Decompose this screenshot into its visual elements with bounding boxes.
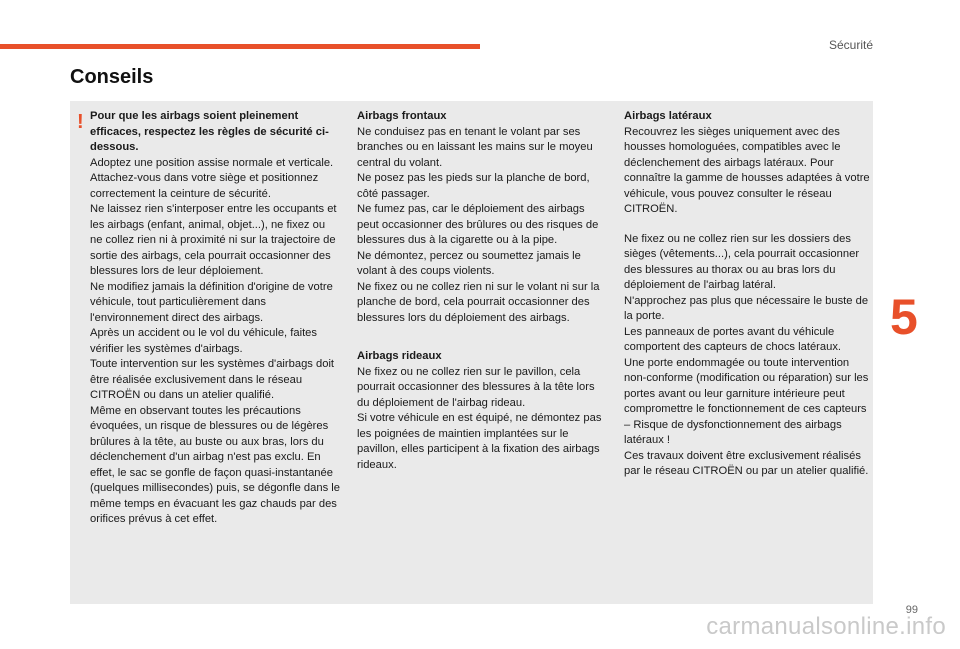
page-title: Conseils — [70, 66, 154, 88]
lateral-body-1: Recouvrez les sièges uniquement avec des housses homologuées, compatibles avec le déclenchement des airbags latéraux. Pour connaître la gamme de housses adaptées à votre véhicule, vous pouvez consulter le réseau CITROËN. — [624, 125, 870, 215]
curtain-heading: Airbags rideaux — [357, 350, 442, 362]
frontal-heading: Airbags frontaux — [357, 110, 447, 122]
warning-column — [90, 109, 340, 528]
lateral-column — [624, 109, 872, 480]
header-accent-bar — [0, 44, 480, 49]
warning-icon: ! — [77, 111, 84, 133]
frontal-body: Ne conduisez pas en tenant le volant par ses branches ou en laissant les mains sur le moyeu central du volant. Ne posez pas les pieds sur la planche de bord, côté passager. Ne fumez pas, car le déploiement des airbags peut occasionner des brûlures ou des risques de blessures dus à la cigarette ou à la pipe. Ne démontez, percez ou soumettez jamais le volant à des coups violents. Ne fixez ou ne collez rien ni sur le volant ni sur la planche de bord, cela pourrait occasionner des blessures lors du déploiement des airbags. — [357, 125, 600, 324]
watermark: carmanualsonline.info — [706, 613, 946, 640]
warning-intro: Pour que les airbags soient pleinement efficaces, respectez les règles de sécurité ci-dessous. — [90, 110, 329, 153]
lateral-body-2: Ne fixez ou ne collez rien sur les dossiers des sièges (vêtements...), cela pourrait occasionner des blessures au thorax ou au bras lors du déploiement de l'airbag latéral. N'approchez pas plus que nécessaire le buste de la porte. Les panneaux de portes avant du véhicule comportent des capteurs de chocs latéraux. Une porte endommagée ou toute intervention non-conforme (modification ou réparation) sur les portes avant ou leur garniture intérieure peut compromettre le fonctionnement de ces capteurs – Risque de dysfonctionnement des airbags latéraux ! Ces travaux doivent être exclusivement réalisés par le réseau CITROËN ou par un atelier qualifié. — [624, 232, 869, 477]
curtain-body: Ne fixez ou ne collez rien sur le pavillon, cela pourrait occasionner des blessures à la tête lors du déploiement de l'airbag rideau. Si votre véhicule en est équipé, ne démontez pas les poignées de maintien implantées sur le pavillon, elles participent à la fixation des airbags rideaux. — [357, 365, 602, 471]
warning-body: Adoptez une position assise normale et verticale. Attachez-vous dans votre siège et positionnez correctement la ceinture de sécurité. Ne laissez rien s'interposer entre les occupants et les airbags (enfant, animal, objet...), ne fixez ou ne collez rien ni à proximité ni sur la trajectoire de sortie des airbags, cela pourrait occasionner des blessures lors de leur déploiement. Ne modifiez jamais la définition d'origine de votre véhicule, tout particulièrement dans l'environnement direct des airbags. Après un accident ou le vol du véhicule, faites vérifier les systèmes d'airbags. Toute intervention sur les systèmes d'airbags doit être réalisée exclusivement dans le réseau CITROËN ou dans un atelier qualifié. Même en observant toutes les précautions évoquées, un risque de blessures ou de légères brûlures à la tête, au buste ou aux bras, lors du déclenchement d'un airbag n'est pas exclu. En effet, le sac se gonfle de façon quasi-instantanée (quelques millisecondes) puis, se dégonfle dans le même temps en évacuant les gaz chauds par des orifices prévus à cet effet. — [90, 156, 341, 525]
frontal-curtain-column — [357, 109, 607, 473]
page-number: 99 — [905, 604, 918, 616]
section-label: Sécurité — [828, 38, 873, 52]
chapter-number: 5 — [890, 289, 918, 345]
lateral-heading: Airbags latéraux — [624, 110, 712, 122]
